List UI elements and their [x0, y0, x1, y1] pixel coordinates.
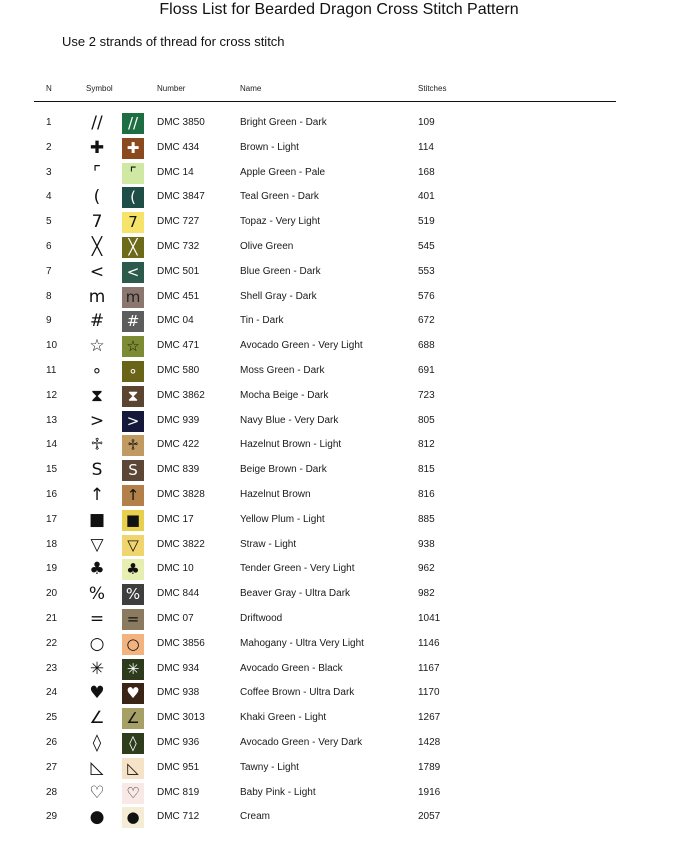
symbol-icon: 7: [91, 212, 103, 233]
color-name: Beaver Gray - Ultra Dark: [240, 588, 351, 600]
row-number: 15: [46, 464, 58, 476]
color-name: Brown - Light: [240, 141, 299, 153]
stitch-count: 114: [418, 141, 434, 153]
color-name: Avocado Green - Black: [240, 662, 343, 674]
row-number: 13: [46, 414, 58, 426]
row-number: 18: [46, 538, 58, 550]
row-number: 23: [46, 662, 58, 674]
stitch-count: 519: [418, 216, 435, 228]
color-name: Blue Green - Dark: [240, 265, 321, 277]
table-row: [0, 285, 678, 310]
dmc-number: DMC 14: [157, 166, 194, 178]
color-name: Khaki Green - Light: [240, 712, 327, 724]
dmc-number: DMC 3822: [157, 538, 205, 550]
color-swatch: ✚: [122, 138, 144, 159]
dmc-number: DMC 580: [157, 364, 200, 376]
color-swatch: ■: [122, 510, 144, 531]
color-name: Shell Gray - Dark: [240, 290, 317, 302]
table-row: [0, 756, 678, 781]
table-row: [0, 409, 678, 434]
row-number: 10: [46, 340, 58, 352]
symbol-icon: ◊: [92, 732, 102, 753]
symbol-icon: =: [89, 608, 105, 629]
header-n: N: [46, 84, 52, 93]
symbol-icon: (: [93, 187, 101, 208]
table-row: [0, 706, 678, 731]
color-name: Teal Green - Dark: [240, 191, 319, 203]
stitch-count: 1170: [418, 687, 440, 699]
header-name: Name: [240, 84, 262, 93]
stitch-count: 1267: [418, 712, 441, 724]
symbol-icon: ●: [89, 807, 105, 828]
symbol-icon: %: [88, 584, 106, 605]
color-swatch: ╳: [122, 237, 144, 258]
table-row: [0, 359, 678, 384]
color-name: Tender Green - Very Light: [240, 563, 355, 575]
row-number: 19: [46, 563, 58, 575]
dmc-number: DMC 451: [157, 290, 200, 302]
stitch-count: 1916: [418, 786, 441, 798]
color-name: Avocado Green - Very Light: [240, 340, 363, 352]
row-number: 17: [46, 513, 58, 525]
row-number: 25: [46, 712, 58, 724]
stitch-count: 401: [418, 191, 435, 203]
symbol-icon: >: [89, 410, 105, 431]
stitch-count: 688: [418, 340, 435, 352]
dmc-number: DMC 712: [157, 811, 200, 823]
color-name: Coffee Brown - Ultra Dark: [240, 687, 355, 699]
symbol-icon: ◺: [90, 757, 104, 778]
dmc-number: DMC 839: [157, 464, 200, 476]
symbol-icon: <: [89, 261, 105, 282]
stitch-count: 2057: [418, 811, 441, 823]
stitch-count: 576: [418, 290, 435, 302]
stitch-count: 1146: [418, 637, 440, 649]
table-row: [0, 185, 678, 210]
row-number: 20: [46, 588, 58, 600]
table-row: [0, 582, 678, 607]
color-name: Avocado Green - Very Dark: [240, 736, 363, 748]
color-name: Apple Green - Pale: [240, 166, 326, 178]
dmc-number: DMC 732: [157, 240, 200, 252]
color-swatch: ♥: [122, 683, 144, 704]
color-name: Hazelnut Brown: [240, 488, 311, 500]
color-name: Baby Pink - Light: [240, 786, 316, 798]
color-name: Yellow Plum - Light: [240, 513, 325, 525]
color-swatch: >: [122, 411, 144, 432]
table-row: [0, 384, 678, 409]
row-number: 9: [46, 315, 52, 327]
color-name: Moss Green - Dark: [240, 364, 325, 376]
color-name: Cream: [240, 811, 271, 823]
row-number: 6: [46, 240, 52, 252]
color-swatch: S: [122, 460, 144, 481]
stitch-count: 1041: [418, 612, 441, 624]
symbol-icon: m: [88, 286, 106, 307]
color-name: Topaz - Very Light: [240, 216, 321, 228]
symbol-icon: S: [91, 460, 103, 481]
stitch-count: 982: [418, 588, 435, 600]
symbol-icon: ∘: [91, 360, 103, 381]
table-row: [0, 632, 678, 657]
table-row: [0, 681, 678, 706]
symbol-icon: ╳: [91, 236, 103, 257]
color-name: Olive Green: [240, 240, 294, 252]
color-swatch: ♣: [122, 559, 144, 580]
dmc-number: DMC 727: [157, 216, 200, 228]
color-swatch: ○: [122, 634, 144, 655]
header-stitches: Stitches: [418, 84, 447, 93]
symbol-icon: ⧗: [91, 385, 103, 406]
symbol-icon: ▽: [90, 534, 104, 555]
table-row: [0, 136, 678, 161]
color-name: Mahogany - Ultra Very Light: [240, 637, 364, 649]
table-row: [0, 657, 678, 682]
header-divider: [34, 101, 616, 102]
symbol-icon: ☆: [89, 336, 105, 357]
color-swatch: <: [122, 262, 144, 283]
color-name: Bright Green - Dark: [240, 117, 327, 128]
symbol-icon: ○: [89, 633, 105, 654]
row-number: 1: [46, 117, 52, 128]
color-swatch: ♡: [122, 783, 144, 804]
table-row: [0, 334, 678, 359]
color-swatch: ●: [122, 807, 144, 828]
table-row: [0, 111, 678, 136]
color-swatch: ∘: [122, 361, 144, 382]
dmc-number: DMC 07: [157, 612, 194, 624]
dmc-number: DMC 3862: [157, 389, 205, 401]
color-name: Navy Blue - Very Dark: [240, 414, 339, 426]
color-swatch: ↑: [122, 485, 144, 506]
row-number: 3: [46, 166, 52, 178]
color-swatch: ☆: [122, 336, 144, 357]
table-row: [0, 607, 678, 632]
color-swatch: %: [122, 584, 144, 605]
row-number: 29: [46, 811, 58, 823]
dmc-number: DMC 819: [157, 786, 200, 798]
table-row: [0, 805, 678, 830]
symbol-icon: ■: [88, 509, 106, 530]
stitch-count: 938: [418, 538, 435, 550]
symbol-icon: ♡: [89, 782, 105, 803]
stitch-count: 545: [418, 240, 435, 252]
table-row: [0, 235, 678, 260]
symbol-icon: ♱: [90, 435, 104, 456]
dmc-number: DMC 3856: [157, 637, 205, 649]
stitch-count: 805: [418, 414, 435, 426]
color-swatch: ♱: [122, 435, 144, 456]
row-number: 14: [46, 439, 58, 451]
color-name: Tin - Dark: [240, 315, 284, 327]
table-row: [0, 458, 678, 483]
dmc-number: DMC 17: [157, 513, 194, 525]
color-swatch: ⧗: [122, 386, 144, 407]
stitch-count: 168: [418, 166, 435, 178]
floss-table: [0, 111, 678, 830]
dmc-number: DMC 3013: [157, 712, 205, 724]
stitch-count: 553: [418, 265, 435, 277]
stitch-count: 816: [418, 488, 435, 500]
symbol-icon: ∠: [89, 708, 105, 729]
color-swatch: (: [122, 187, 144, 208]
table-row: [0, 508, 678, 533]
dmc-number: DMC 10: [157, 563, 194, 575]
dmc-number: DMC 3828: [157, 488, 205, 500]
dmc-number: DMC 844: [157, 588, 200, 600]
dmc-number: DMC 951: [157, 761, 200, 773]
dmc-number: DMC 04: [157, 315, 194, 327]
stitch-count: 672: [418, 315, 435, 327]
color-swatch: ⌜: [122, 163, 144, 184]
color-name: Beige Brown - Dark: [240, 464, 327, 476]
color-swatch: ▽: [122, 535, 144, 556]
stitch-count: 723: [418, 389, 435, 401]
color-swatch: ✳: [122, 659, 144, 680]
table-row: [0, 533, 678, 558]
row-number: 5: [46, 216, 52, 228]
stitch-count: 962: [418, 563, 435, 575]
symbol-icon: ✳: [89, 658, 105, 679]
table-row: [0, 731, 678, 756]
symbol-icon: ♥: [89, 683, 105, 704]
color-swatch: ◊: [122, 733, 144, 754]
stitch-count: 691: [418, 364, 435, 376]
header-number: Number: [157, 84, 186, 93]
color-swatch: //: [122, 113, 144, 134]
table-header: [0, 83, 678, 97]
table-row: [0, 433, 678, 458]
table-row: [0, 260, 678, 285]
dmc-number: DMC 936: [157, 736, 200, 748]
symbol-icon: ↑: [89, 484, 105, 505]
table-row: [0, 557, 678, 582]
table-row: [0, 210, 678, 235]
symbol-icon: #: [89, 311, 105, 332]
row-number: 21: [46, 612, 58, 624]
table-row: [0, 781, 678, 806]
dmc-number: DMC 3847: [157, 191, 205, 203]
color-name: Hazelnut Brown - Light: [240, 439, 342, 451]
row-number: 12: [46, 389, 58, 401]
dmc-number: DMC 422: [157, 439, 200, 451]
row-number: 16: [46, 488, 58, 500]
stitch-count: 1167: [418, 662, 440, 674]
symbol-icon: ✚: [89, 137, 105, 158]
table-row: [0, 483, 678, 508]
row-number: 8: [46, 290, 52, 302]
color-swatch: m: [122, 287, 144, 308]
row-number: 7: [46, 265, 52, 277]
stitch-count: 109: [418, 117, 435, 128]
table-row: [0, 309, 678, 334]
dmc-number: DMC 938: [157, 687, 200, 699]
row-number: 22: [46, 637, 58, 649]
stitch-count: 812: [418, 439, 435, 451]
color-swatch: ◺: [122, 758, 144, 779]
instructions-text: Use 2 strands of thread for cross stitch: [62, 34, 285, 49]
row-number: 28: [46, 786, 58, 798]
symbol-icon: ♣: [89, 559, 105, 580]
color-name: Mocha Beige - Dark: [240, 389, 329, 401]
row-number: 24: [46, 687, 58, 699]
page-title: Floss List for Bearded Dragon Cross Stitch Pattern: [159, 1, 519, 18]
stitch-count: 815: [418, 464, 435, 476]
dmc-number: DMC 3850: [157, 117, 205, 128]
stitch-count: 1428: [418, 736, 441, 748]
row-number: 11: [46, 364, 57, 376]
color-swatch: ∠: [122, 708, 144, 729]
symbol-icon: ⌜: [93, 162, 101, 183]
row-number: 4: [46, 191, 52, 203]
color-name: Straw - Light: [240, 538, 297, 550]
color-swatch: =: [122, 609, 144, 630]
dmc-number: DMC 939: [157, 414, 200, 426]
table-row: [0, 161, 678, 186]
dmc-number: DMC 471: [157, 340, 200, 352]
header-symbol: Symbol: [86, 84, 113, 93]
row-number: 27: [46, 761, 58, 773]
color-swatch: 7: [122, 212, 144, 233]
symbol-icon: //: [91, 113, 103, 133]
stitch-count: 885: [418, 513, 435, 525]
row-number: 2: [46, 141, 52, 153]
row-number: 26: [46, 736, 58, 748]
dmc-number: DMC 501: [157, 265, 200, 277]
color-name: Tawny - Light: [240, 761, 299, 773]
stitch-count: 1789: [418, 761, 441, 773]
dmc-number: DMC 434: [157, 141, 200, 153]
color-swatch: #: [122, 311, 144, 332]
dmc-number: DMC 934: [157, 662, 200, 674]
color-name: Driftwood: [240, 612, 283, 624]
